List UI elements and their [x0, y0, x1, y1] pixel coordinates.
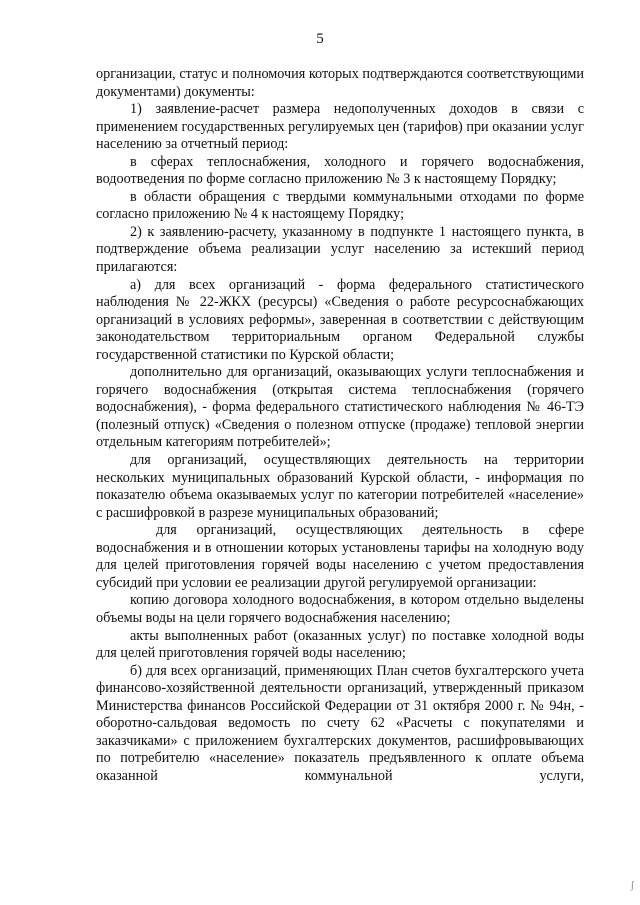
paragraph-item-b: б) для всех организаций, применяющих План счетов бухгалтерского учета финансово-хозяйственной деятельности организаций, утвержденный приказом Министерства финансов Российской Федерации от 31 октября 2000 г. № 94н, - оборотно-сальдовая ведомость по счету 62 «Расчеты с покупателями и заказчиками» с приложением бухгалтерских документов, расшифровывающих по потребителю «население» показатель предъявленного к оплате объема оказанной коммунальной услуги,	[96, 662, 584, 784]
document-body	[96, 66, 584, 785]
paragraph-acts: акты выполненных работ (оказанных услуг) по поставке холодной воды для целей приготовления горячей воды населению;	[96, 627, 584, 662]
paragraph-multi-municipal: для организаций, осуществляющих деятельность на территории нескольких муниципальных образований Курской области, - информация по показателю объема оказываемых услуг по категории потребителей «население» с расшифровкой в разрезе муниципальных образований;	[96, 452, 584, 521]
scan-edge-mark: ʃ	[630, 880, 634, 891]
paragraph-item-a: а) для всех организаций - форма федерального статистического наблюдения № 22-ЖКХ (ресурсы) «Сведения о работе ресурсоснабжающих организаций в условиях реформы», заверенная в соответствии с действующим законодательством территориальным органом Федеральной службы государственной статистики по Курской области;	[96, 276, 584, 363]
paragraph-intro: организации, статус и полномочия которых подтверждаются соответствующими документами) документы:	[96, 66, 584, 100]
paragraph-item-1: 1) заявление-расчет размера недополученных доходов в связи с применением государственных регулируемых цен (тарифов) при оказании услуг населению за отчетный период:	[96, 101, 584, 153]
paragraph-solid-waste: в области обращения с твердыми коммунальными отходами по форме согласно приложению № 4 к настоящему Порядку;	[96, 188, 584, 223]
paragraph-contract-copy: копию договора холодного водоснабжения, в котором отдельно выделены объемы воды на цели горячего водоснабжения населению;	[96, 592, 584, 626]
paragraph-item-2: 2) к заявлению-расчету, указанному в подпункте 1 настоящего пункта, в подтверждение объема реализации услуг населению за истекший период прилагаются:	[96, 223, 584, 276]
paragraph-heat-water: в сферах теплоснабжения, холодного и горячего водоснабжения, водоотведения по форме согласно приложению № 3 к настоящему Порядку;	[96, 153, 584, 188]
paragraph-water-supply: для организаций, осуществляющих деятельность в сфере водоснабжения и в отношении которых установлены тарифы на холодную воду для целей приготовления горячей воды населению с учетом предоставления субсидий при условии ее реализации другой регулируемой организации:	[96, 522, 584, 591]
page-number: 5	[316, 31, 324, 47]
paragraph-additionally: дополнительно для организаций, оказывающих услуги теплоснабжения и горячего водоснабжения (открытая система теплоснабжения (горячего водоснабжения), - форма федерального статистического наблюдения № 46-ТЭ (полезный отпуск) «Сведения о полезном отпуске (продаже) тепловой энергии отдельным категориям потребителей»;	[96, 364, 584, 451]
